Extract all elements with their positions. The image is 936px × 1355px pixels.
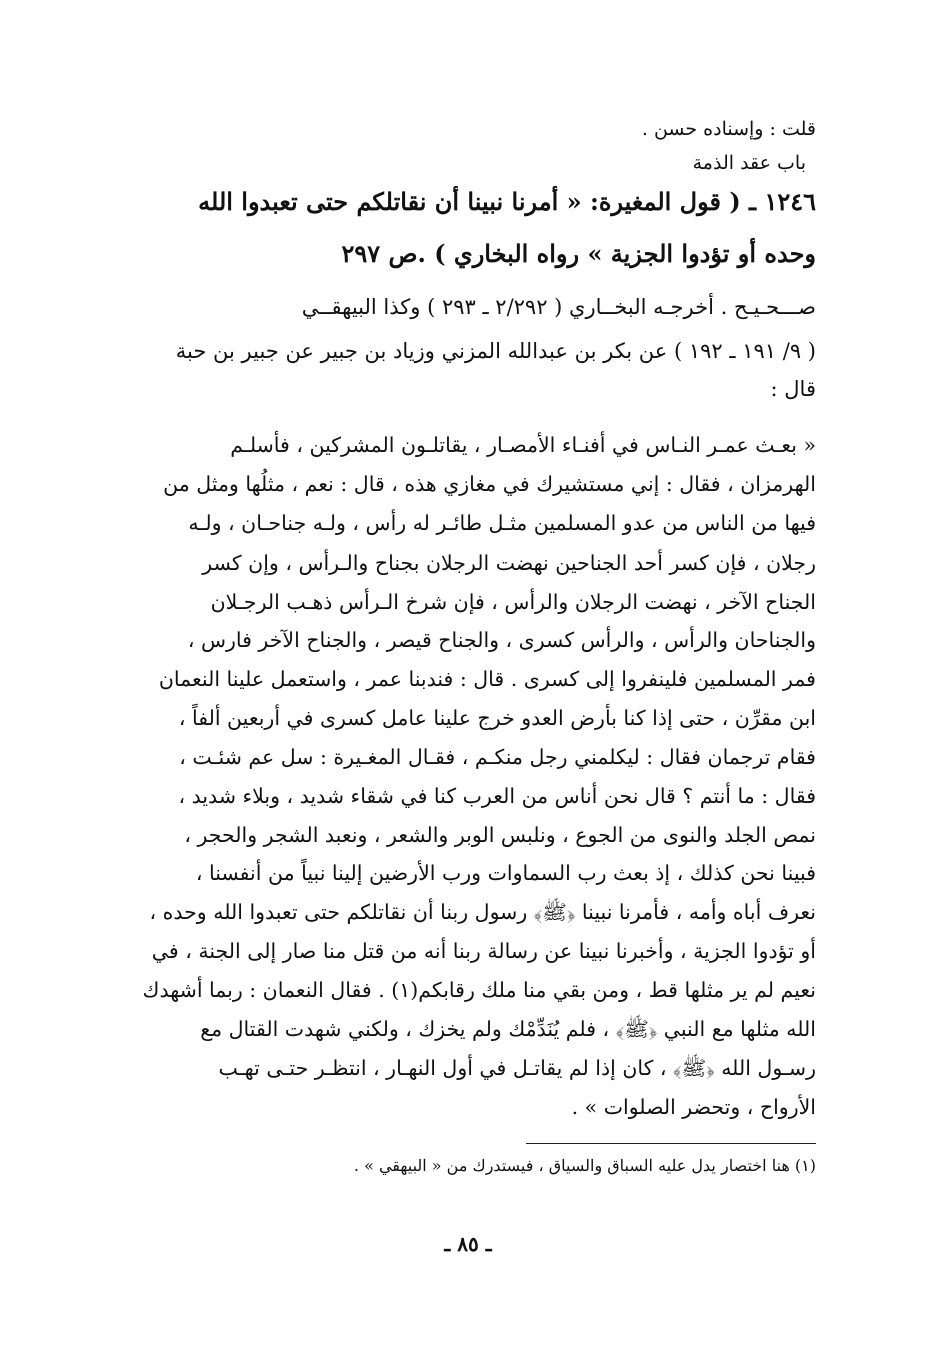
narration-line-3: فيها من الناس من عدو المسلمين مثـل طائـر له رأس ، ولـه جناحـان ، ولـه	[188, 511, 816, 535]
takhrij-line-2: ( ٩/ ١٩١ ـ ١٩٢ ) عن بكر بن عبدالله المزني وزياد بن جبير عن جبير بن حبة	[175, 339, 816, 363]
narration-line-4: رجلان ، فإن كسر أحد الجناحين نهضت الرجلان بجناح والـرأس ، وإن كسر	[202, 551, 816, 575]
narration-line-1: « بعـث عمـر النـاس في أفنـاء الأمصـار ، يقاتلـون المشركين ، فأسلـم	[230, 433, 816, 457]
narration-line-5: الجناح الآخر ، نهضت الرجلان والرأس ، فإن شرخ الـرأس ذهـب الرجـلان	[210, 590, 816, 614]
hadith-heading-line-1: ١٢٤٦ ـ ( قول المغيرة: « أمرنا نبينا أن نقاتلكم حتى تعبدوا الله	[198, 187, 816, 216]
narration-line-9: فقام ترجمان فقال : ليكلمني رجل منكـم ، فقـال المغـيرة : سل عم شئـت ،	[179, 745, 816, 769]
footnote: (١) هنا اختصار يدل عليه السباق والسياق ، فيستدرك من « البيهقي » .	[353, 1156, 816, 1175]
narration-line-10: فقال : ما أنتم ؟ قال نحن أناس من العرب كنا في شقاء شديد ، وبلاء شديد ،	[178, 784, 816, 808]
author-comment: قلت : وإسناده حسن .	[641, 118, 816, 140]
narration-line-14: أو تؤدوا الجزية ، وأخبرنا نبينا عن رسالة ربنا أنه من قتل منا صار إلى الجنة ، في	[151, 939, 816, 963]
narration-line-2: الهرمزان ، فقال : إني مستشيرك في مغازي هذه ، قال : نعم ، مثلُها ومثل من	[163, 472, 816, 496]
narration-line-8: ابن مقرِّن ، حتى إذا كنا بأرض العدو خرج علينا عامل كسرى في أربعين ألفاً ،	[178, 706, 816, 730]
page-number: ـ ٨٥ ـ	[444, 1232, 492, 1256]
narration-line-17: رسـول الله ﴿ﷺ﴾ ، كان إذا لم يقاتـل في أول النهـار ، انتظـر حتـى تهـب	[218, 1056, 816, 1080]
narration-line-18: الأرواح ، وتحضر الصلوات » .	[571, 1095, 816, 1119]
narration-line-7: فمر المسلمين فلينفروا إلى كسرى . قال : فندبنا عمر ، واستعمل علينا النعمان	[158, 667, 816, 691]
narration-line-11: نمص الجلد والنوى من الجوع ، ونلبس الوبر والشعر ، ونعبد الشجر والحجر ،	[184, 823, 816, 847]
hadith-heading-line-2: وحده أو تؤدوا الجزية » رواه البخاري ) .ص ٢٩٧	[341, 239, 816, 268]
chapter-heading: باب عقد الذمة	[692, 152, 806, 174]
narration-line-12: فبينا نحن كذلك ، إذ بعث رب السماوات ورب الأرضين إلينا نبياً من أنفسنا ،	[195, 861, 816, 885]
narration-line-6: والجناحان والرأس ، والرأس كسرى ، والجناح قيصر ، والجناح الآخر فارس ،	[187, 628, 816, 652]
takhrij-line-3: قال :	[770, 377, 816, 401]
narration-line-16: الله مثلها مع النبي ﴿ﷺ﴾ ، فلم يُنَدِّمْك ولم يخزك ، ولكني شهدت القتال مع	[200, 1017, 816, 1041]
footnote-separator	[526, 1143, 816, 1144]
takhrij-line-1: صـــحـيـح . أخرجـه البخــاري ( ٢/٢٩٢ ـ ٢٩٣ ) وكذا البيهقــي	[301, 295, 816, 319]
narration-line-13: نعرف أباه وأمه ، فأمرنا نبينا ﴿ﷺ﴾ رسول ربنا أن نقاتلكم حتى تعبدوا الله وحده ،	[149, 900, 816, 924]
narration-line-15: نعيم لم ير مثلها قط ، ومن بقي منا ملك رقابكم(١) . فقال النعمان : ربما أشهدك	[142, 978, 816, 1002]
